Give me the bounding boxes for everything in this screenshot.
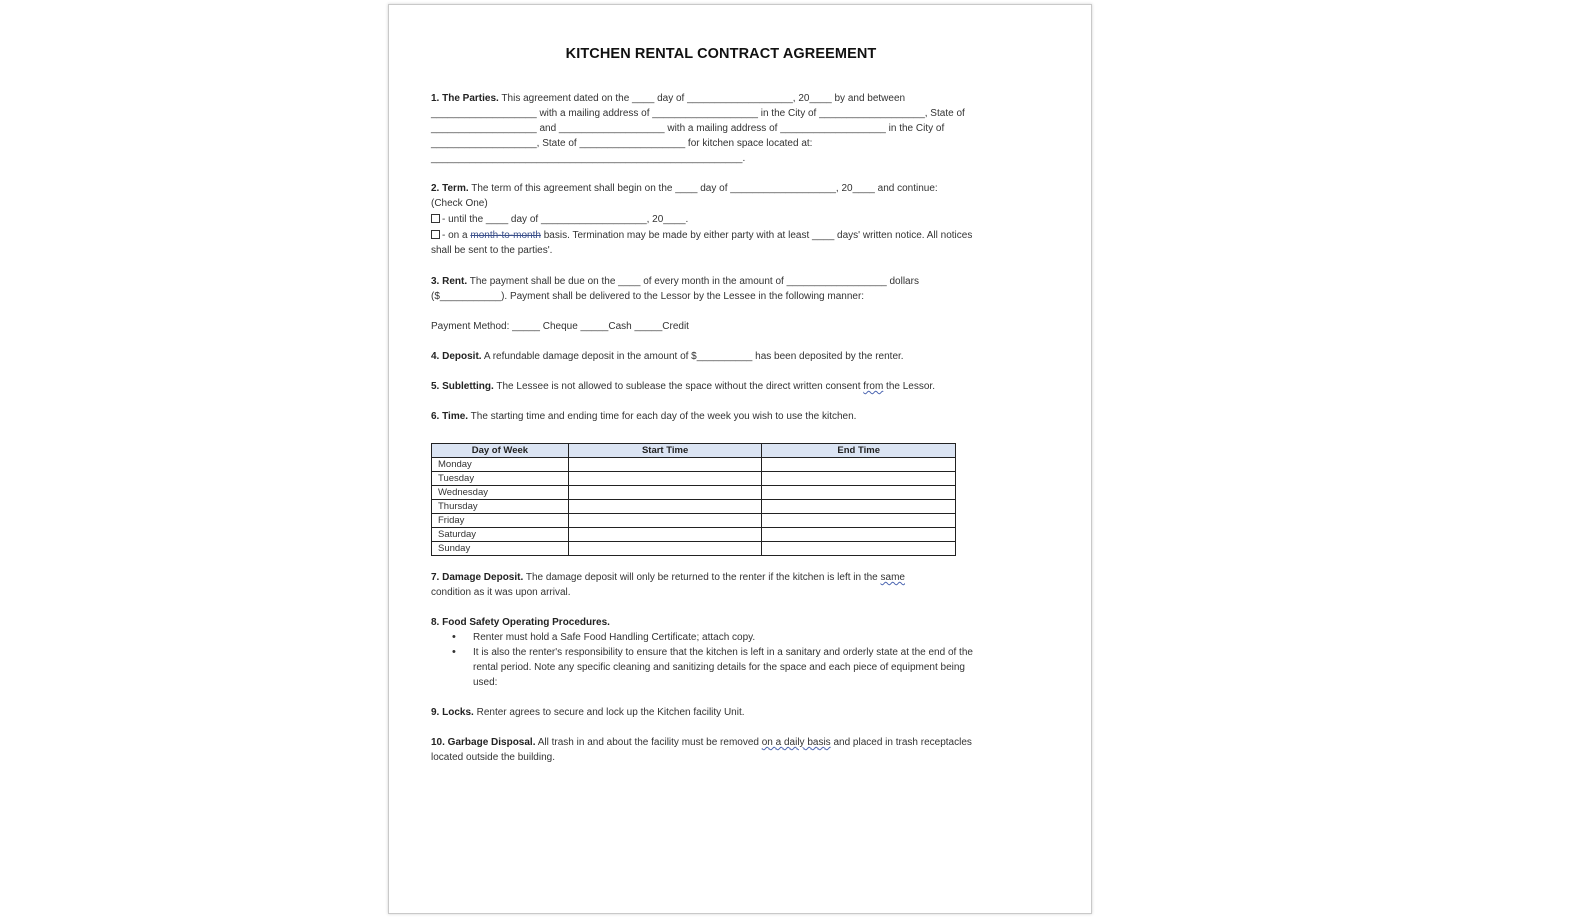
day-cell: Friday — [432, 514, 569, 528]
section-text: The starting time and ending time for each day of the week you wish to use the kitchen. — [470, 411, 857, 422]
end-time-cell[interactable] — [762, 542, 956, 556]
section-text: The payment shall be due on the ____ of every month in the amount of __________________ dollars — [469, 276, 919, 287]
column-header-day: Day of Week — [432, 444, 569, 458]
day-cell: Saturday — [432, 528, 569, 542]
table-row — [432, 500, 956, 514]
marked-word: from — [863, 381, 884, 392]
section-heading: 2. Term. — [431, 183, 469, 194]
end-time-cell[interactable] — [762, 458, 956, 472]
section-text: Renter agrees to secure and lock up the Kitchen facility Unit. — [476, 707, 745, 718]
section-locks — [431, 705, 1011, 720]
table-row — [432, 542, 956, 556]
section-text: located outside the building. — [431, 752, 555, 763]
section-text: the Lessor. — [883, 381, 935, 392]
table-header-row — [432, 444, 956, 458]
section-heading: 3. Rent. — [431, 276, 468, 287]
end-time-cell[interactable] — [762, 472, 956, 486]
section-text: ___________________ and ___________________ with a mailing address of ___________________ in the City of — [431, 123, 945, 134]
section-heading: 8. Food Safety Operating Procedures. — [431, 617, 610, 628]
section-term — [431, 181, 1011, 258]
day-cell: Wednesday — [432, 486, 569, 500]
section-heading: 1. The Parties. — [431, 93, 499, 104]
section-rent — [431, 274, 1011, 334]
column-header-end: End Time — [762, 444, 956, 458]
section-text: ___________________ with a mailing address of ___________________ in the City of ___________________, State of — [431, 108, 965, 119]
option-text: - on a — [442, 230, 471, 241]
section-garbage — [431, 735, 1011, 765]
document-title: KITCHEN RENTAL CONTRACT AGREEMENT — [565, 46, 877, 62]
section-text: The term of this agreement shall begin on the ____ day of ___________________, 20____ and continue: — [471, 183, 938, 194]
table-row — [432, 472, 956, 486]
start-time-cell[interactable] — [568, 500, 762, 514]
section-text: All trash in and about the facility must be removed — [537, 737, 762, 748]
payment-method: Payment Method: _____ Cheque _____Cash _____Credit — [431, 321, 689, 332]
section-heading: 4. Deposit. — [431, 351, 482, 362]
bullet-list — [431, 630, 1011, 690]
section-food-safety — [431, 615, 1011, 690]
option-text: - until the ____ day of ___________________, 20____. — [442, 214, 689, 225]
day-cell: Tuesday — [432, 472, 569, 486]
section-subletting — [431, 379, 1011, 394]
end-time-cell[interactable] — [762, 486, 956, 500]
list-item: • It is also the renter's responsibility to ensure that the kitchen is left in a sanitary and orderly state at the end of the rental period. Note any specific cleaning and sanitizing details for the space and each piece of equipment being used: — [473, 645, 1011, 690]
end-time-cell[interactable] — [762, 528, 956, 542]
section-heading: 9. Locks. — [431, 707, 474, 718]
start-time-cell[interactable] — [568, 486, 762, 500]
time-table — [431, 443, 956, 556]
marked-word: same — [880, 572, 905, 583]
day-cell: Thursday — [432, 500, 569, 514]
table-row — [432, 486, 956, 500]
section-text: A refundable damage deposit in the amount of $__________ has been deposited by the renter. — [483, 351, 904, 362]
start-time-cell[interactable] — [568, 528, 762, 542]
checkbox-until[interactable] — [431, 214, 440, 223]
table-row — [432, 514, 956, 528]
section-heading: 7. Damage Deposit. — [431, 572, 524, 583]
end-time-cell[interactable] — [762, 500, 956, 514]
section-text: This agreement dated on the ____ day of ___________________, 20____ by and between — [501, 93, 906, 104]
section-text: The damage deposit will only be returned to the renter if the kitchen is left in the — [525, 572, 881, 583]
section-text: ___________________, State of ___________________ for kitchen space located at: — [431, 138, 813, 149]
section-text: ________________________________________________________. — [431, 153, 746, 164]
section-parties — [431, 91, 1011, 166]
document-page — [388, 4, 1092, 914]
option-text: shall be sent to the parties'. — [431, 245, 553, 256]
table-row — [432, 528, 956, 542]
section-time — [431, 409, 1011, 424]
end-time-cell[interactable] — [762, 514, 956, 528]
section-text: (Check One) — [431, 198, 488, 209]
list-item: • Renter must hold a Safe Food Handling Certificate; attach copy. — [473, 630, 1011, 645]
section-text: ($___________). Payment shall be delivered to the Lessor by the Lessee in the following manner: — [431, 291, 865, 302]
table-row — [432, 458, 956, 472]
start-time-cell[interactable] — [568, 542, 762, 556]
section-heading: 10. Garbage Disposal. — [431, 737, 536, 748]
day-cell: Monday — [432, 458, 569, 472]
section-text: The Lessee is not allowed to sublease the space without the direct written consent — [496, 381, 864, 392]
section-deposit — [431, 349, 1011, 364]
section-text: condition as it was upon arrival. — [431, 587, 571, 598]
marked-word: on a daily basis — [761, 737, 831, 748]
section-heading: 6. Time. — [431, 411, 469, 422]
start-time-cell[interactable] — [568, 514, 762, 528]
column-header-start: Start Time — [568, 444, 762, 458]
section-heading: 5. Subletting. — [431, 381, 494, 392]
section-damage-deposit — [431, 570, 1011, 600]
option-text: basis. Termination may be made by either party with at least ____ days' written notice. All notices — [540, 230, 973, 241]
day-cell: Sunday — [432, 542, 569, 556]
start-time-cell[interactable] — [568, 472, 762, 486]
start-time-cell[interactable] — [568, 458, 762, 472]
section-text: and placed in trash receptacles — [830, 737, 972, 748]
strikethrough-text: month-to-month — [470, 230, 541, 241]
checkbox-month-to-month[interactable] — [431, 230, 440, 239]
